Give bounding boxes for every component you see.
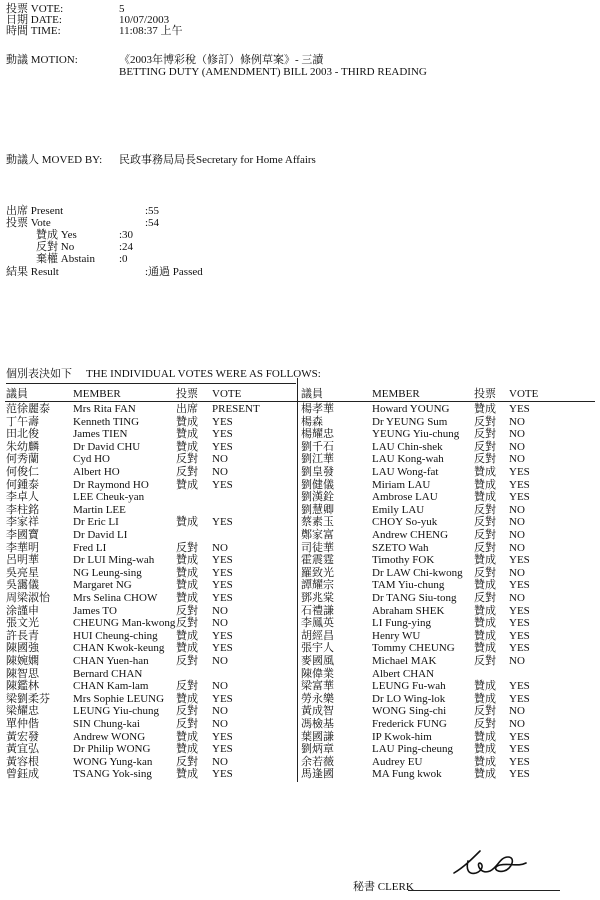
member-name-en: Margaret NG <box>73 579 132 592</box>
vote-result: NO <box>509 655 525 667</box>
vote-cast-zh: 贊成 <box>474 680 496 693</box>
vote-cast-zh: 反對 <box>474 415 496 428</box>
member-name-zh: 鄧兆棠 <box>301 592 334 604</box>
table-row <box>0 681 600 693</box>
member-name-en: TSANG Yok-sing <box>73 768 152 781</box>
member-name-zh: 周梁淑怡 <box>6 592 50 604</box>
member-name-en: Martin LEE <box>73 503 126 516</box>
member-name-zh: 馮檢基 <box>301 718 334 730</box>
member-name-en: Audrey EU <box>372 755 423 768</box>
member-name-zh: 葉國謙 <box>301 730 334 743</box>
vote-cast-zh: 贊成 <box>176 478 198 491</box>
vote-cast-zh: 贊成 <box>176 743 198 756</box>
vote-result: YES <box>509 768 530 781</box>
vote-cast-zh: 贊成 <box>176 768 198 781</box>
vote-result: NO <box>509 566 525 579</box>
motion-title-zh: 《2003年博彩稅（修訂）條例草案》- 三讀 <box>119 54 324 66</box>
member-name-en: Dr LUI Ming-wah <box>73 554 155 567</box>
vote-result: NO <box>509 516 525 529</box>
member-name-en: CHAN Kwok-keung <box>73 642 165 655</box>
vote-cast-zh: 贊成 <box>176 579 198 592</box>
vote-result: NO <box>509 541 525 554</box>
yes-label: 贊成 Yes <box>36 229 77 241</box>
member-name-zh: 何秀蘭 <box>6 453 39 466</box>
member-name-zh: 劉健儀 <box>301 478 334 491</box>
moved-by-label: 動議人 MOVED BY: <box>6 154 103 166</box>
header-member-right: MEMBER <box>372 388 420 400</box>
header-cast-right: 投票 <box>474 388 496 400</box>
vote-number-label: 投票 VOTE: <box>6 3 64 15</box>
vote-cast-zh: 反對 <box>474 428 496 441</box>
vote-cast-zh: 反對 <box>176 705 198 718</box>
vote-cast-zh: 贊成 <box>474 768 496 781</box>
member-name-zh: 余若薇 <box>301 755 334 768</box>
member-name-en: LEUNG Fu-wah <box>372 680 446 693</box>
clerk-signature-line <box>408 890 560 891</box>
vote-result: YES <box>509 403 530 415</box>
vote-cast-zh: 贊成 <box>176 592 198 604</box>
table-row <box>0 442 600 454</box>
table-row <box>0 769 600 781</box>
table-row <box>0 568 600 580</box>
vote-result: YES <box>509 579 530 592</box>
vote-cast-zh: 贊成 <box>176 440 198 453</box>
vote-result: YES <box>212 730 233 743</box>
header-member-left: MEMBER <box>73 388 121 400</box>
vote-result: YES <box>509 604 530 617</box>
member-name-en: CHAN Kam-lam <box>73 680 149 693</box>
member-name-zh: 劉慧卿 <box>301 503 334 516</box>
member-name-zh: 吳亮星 <box>6 566 39 579</box>
member-name-en: Mrs Rita FAN <box>73 403 136 415</box>
vote-cast-zh: 反對 <box>474 516 496 529</box>
member-name-zh: 劉皇發 <box>301 466 334 478</box>
vote-result: YES <box>212 415 233 428</box>
vote-result: NO <box>212 718 228 730</box>
table-row <box>0 593 600 605</box>
member-name-en: MA Fung kwok <box>372 768 442 781</box>
vote-cast-zh: 反對 <box>176 466 198 478</box>
table-row <box>0 517 600 529</box>
member-name-en: YEUNG Yiu-chung <box>372 428 460 441</box>
member-name-en: LEUNG Yiu-chung <box>73 705 160 718</box>
table-header <box>0 389 600 401</box>
member-name-en: Michael MAK <box>372 655 437 667</box>
vote-cast-zh: 贊成 <box>176 554 198 567</box>
vote-result: NO <box>509 453 525 466</box>
vote-result: YES <box>212 642 233 655</box>
member-name-zh: 陳鑑林 <box>6 680 39 693</box>
table-row <box>0 643 600 655</box>
table-row <box>0 543 600 555</box>
vote-result: YES <box>509 743 530 756</box>
member-name-zh: 許長青 <box>6 629 39 642</box>
member-name-zh: 呂明華 <box>6 554 39 567</box>
table-row <box>0 404 600 416</box>
vote-result: NO <box>509 503 525 516</box>
vote-cast-zh: 贊成 <box>474 466 496 478</box>
member-name-zh: 李卓人 <box>6 491 39 504</box>
vote-result: NO <box>212 541 228 554</box>
vote-result: NO <box>509 592 525 604</box>
member-name-en: Dr Eric LI <box>73 516 119 529</box>
member-name-zh: 劉炳章 <box>301 743 334 756</box>
member-name-en: LI Fung-ying <box>372 617 431 630</box>
member-name-en: TAM Yiu-chung <box>372 579 445 592</box>
vote-result: NO <box>509 415 525 428</box>
member-name-en: James TO <box>73 604 117 617</box>
member-name-zh: 何俊仁 <box>6 466 39 478</box>
member-name-en: Dr TANG Siu-tong <box>372 592 457 604</box>
member-name-en: Dr YEUNG Sum <box>372 415 448 428</box>
vote-result: YES <box>212 478 233 491</box>
member-name-zh: 梁富華 <box>301 680 334 693</box>
vote-result: YES <box>509 554 530 567</box>
member-name-zh: 李鳳英 <box>301 617 334 630</box>
member-name-zh: 李家祥 <box>6 516 39 529</box>
header-vote-right: VOTE <box>509 388 539 400</box>
table-row <box>0 580 600 592</box>
vote-cast-zh: 反對 <box>176 604 198 617</box>
vote-cast-zh: 反對 <box>176 655 198 667</box>
member-name-zh: 黃容根 <box>6 755 39 768</box>
vote-cast-zh: 反對 <box>176 541 198 554</box>
member-name-zh: 陳國強 <box>6 642 39 655</box>
member-name-zh: 勞永樂 <box>301 692 334 705</box>
yes-value: :30 <box>119 229 134 241</box>
member-name-en: Kenneth TING <box>73 415 140 428</box>
vote-result: YES <box>212 692 233 705</box>
member-name-zh: 涂謹申 <box>6 604 39 617</box>
vote-cast-zh: 贊成 <box>474 554 496 567</box>
member-name-zh: 丁午壽 <box>6 415 39 428</box>
vote-result: NO <box>212 453 228 466</box>
vote-result: YES <box>212 579 233 592</box>
vote-result: NO <box>212 755 228 768</box>
member-name-en: Fred LI <box>73 541 107 554</box>
vote-result: NO <box>509 440 525 453</box>
table-row <box>0 757 600 769</box>
vote-result: YES <box>212 768 233 781</box>
member-name-zh: 鄭家富 <box>301 529 334 541</box>
vote-result: YES <box>509 755 530 768</box>
vote-cast-zh: 贊成 <box>176 516 198 529</box>
vote-result: YES <box>509 491 530 504</box>
no-label: 反對 No <box>36 241 75 253</box>
member-name-en: Dr David CHU <box>73 440 141 453</box>
vote-count-value: :54 <box>145 217 160 229</box>
table-row <box>0 429 600 441</box>
present-label: 出席 Present <box>6 205 64 217</box>
member-name-en: Dr LO Wing-lok <box>372 692 446 705</box>
vote-cast-zh: 出席 <box>176 403 198 415</box>
vote-result: NO <box>509 529 525 541</box>
table-row <box>0 631 600 643</box>
clerk-signature <box>450 845 530 885</box>
time-value: 11:08:37 上午 <box>119 25 183 37</box>
vote-result: NO <box>509 718 525 730</box>
member-name-en: Mrs Sophie LEUNG <box>73 692 165 705</box>
header-cast-left: 投票 <box>176 388 198 400</box>
member-name-zh: 單仲偕 <box>6 718 39 730</box>
member-name-en: Emily LAU <box>372 503 425 516</box>
member-name-zh: 胡經昌 <box>301 629 334 642</box>
table-intro-en: THE INDIVIDUAL VOTES WERE AS FOLLOWS: <box>86 368 321 380</box>
header-zh-right: 議員 <box>301 388 323 400</box>
member-name-en: Albert CHAN <box>372 667 435 680</box>
member-name-zh: 張宇人 <box>301 642 334 655</box>
member-name-en: Henry WU <box>372 629 421 642</box>
member-name-en: Andrew CHENG <box>372 529 449 541</box>
vote-cast-zh: 贊成 <box>474 730 496 743</box>
member-name-en: Timothy FOK <box>372 554 435 567</box>
member-name-zh: 陳智思 <box>6 667 39 680</box>
member-name-en: Andrew WONG <box>73 730 146 743</box>
member-name-en: LAU Wong-fat <box>372 466 439 478</box>
vote-cast-zh: 贊成 <box>474 692 496 705</box>
vote-cast-zh: 反對 <box>474 453 496 466</box>
member-name-en: LAU Ping-cheung <box>372 743 453 756</box>
vote-result: YES <box>212 516 233 529</box>
result-value: :通過 Passed <box>145 266 203 278</box>
member-name-en: CHEUNG Man-kwong <box>73 617 176 630</box>
vote-cast-zh: 反對 <box>176 617 198 630</box>
vote-cast-zh: 反對 <box>474 503 496 516</box>
vote-result: YES <box>509 466 530 478</box>
vote-result: YES <box>509 642 530 655</box>
vote-result: YES <box>509 617 530 630</box>
abstain-value: :0 <box>119 253 128 265</box>
member-name-zh: 楊耀忠 <box>301 428 334 441</box>
vote-cast-zh: 贊成 <box>474 629 496 642</box>
member-name-zh: 李國寶 <box>6 529 39 541</box>
vote-result: NO <box>212 680 228 693</box>
member-name-zh: 田北俊 <box>6 428 39 441</box>
member-name-en: James TIEN <box>73 428 128 441</box>
member-name-en: Cyd HO <box>73 453 110 466</box>
table-header-rule <box>5 401 595 402</box>
clerk-label: 秘書 CLERK <box>353 881 414 893</box>
vote-result: YES <box>212 554 233 567</box>
member-name-en: CHAN Yuen-han <box>73 655 149 667</box>
vote-cast-zh: 反對 <box>474 440 496 453</box>
member-name-zh: 何鍾泰 <box>6 478 39 491</box>
member-name-zh: 楊森 <box>301 415 323 428</box>
member-name-en: CHOY So-yuk <box>372 516 438 529</box>
member-name-zh: 李華明 <box>6 541 39 554</box>
vote-cast-zh: 贊成 <box>474 604 496 617</box>
table-row <box>0 656 600 668</box>
member-name-zh: 陳婉嫻 <box>6 655 39 667</box>
vote-number-value: 5 <box>119 3 125 15</box>
member-name-zh: 羅致光 <box>301 566 334 579</box>
member-name-zh: 曾鈺成 <box>6 768 39 781</box>
motion-title-en: BETTING DUTY (AMENDMENT) BILL 2003 - THIRD READING <box>119 66 427 78</box>
member-name-zh: 吳靄儀 <box>6 579 39 592</box>
vote-result: YES <box>212 592 233 604</box>
no-value: :24 <box>119 241 134 253</box>
vote-cast-zh: 反對 <box>176 680 198 693</box>
vote-cast-zh: 反對 <box>474 566 496 579</box>
table-row <box>0 669 600 681</box>
vote-cast-zh: 贊成 <box>176 415 198 428</box>
member-name-zh: 麥國風 <box>301 655 334 667</box>
member-name-zh: 司徒華 <box>301 541 334 554</box>
member-name-en: WONG Sing-chi <box>372 705 447 718</box>
vote-cast-zh: 贊成 <box>176 730 198 743</box>
vote-cast-zh: 贊成 <box>474 478 496 491</box>
member-name-zh: 石禮謙 <box>301 604 334 617</box>
vote-result: NO <box>212 604 228 617</box>
vote-result: NO <box>212 617 228 630</box>
member-name-zh: 黃成智 <box>301 705 334 718</box>
vote-cast-zh: 贊成 <box>474 579 496 592</box>
vote-cast-zh: 反對 <box>474 541 496 554</box>
member-name-en: WONG Yung-kan <box>73 755 153 768</box>
vote-cast-zh: 贊成 <box>176 642 198 655</box>
vote-cast-zh: 反對 <box>176 718 198 730</box>
header-zh-left: 議員 <box>6 388 28 400</box>
member-name-en: SZETO Wah <box>372 541 429 554</box>
member-name-en: Bernard CHAN <box>73 667 143 680</box>
vote-result: YES <box>212 428 233 441</box>
member-name-zh: 陳偉業 <box>301 667 334 680</box>
table-row <box>0 505 600 517</box>
member-name-en: Frederick FUNG <box>372 718 447 730</box>
table-row <box>0 694 600 706</box>
member-name-zh: 霍震霆 <box>301 554 334 567</box>
table-row <box>0 480 600 492</box>
vote-cast-zh: 贊成 <box>176 692 198 705</box>
member-name-zh: 劉千石 <box>301 440 334 453</box>
vote-cast-zh: 贊成 <box>474 403 496 415</box>
vote-cast-zh: 反對 <box>474 655 496 667</box>
member-name-en: SIN Chung-kai <box>73 718 140 730</box>
date-value: 10/07/2003 <box>119 14 170 26</box>
member-name-en: Howard YOUNG <box>372 403 450 415</box>
result-label: 結果 Result <box>6 266 59 278</box>
member-name-en: HUI Cheung-ching <box>73 629 158 642</box>
vote-cast-zh: 反對 <box>176 453 198 466</box>
member-name-en: Dr Raymond HO <box>73 478 149 491</box>
vote-result: NO <box>509 428 525 441</box>
member-name-zh: 譚耀宗 <box>301 579 334 592</box>
member-name-en: LAU Chin-shek <box>372 440 443 453</box>
table-row <box>0 732 600 744</box>
vote-cast-zh: 贊成 <box>176 428 198 441</box>
time-label: 時間 TIME: <box>6 25 61 37</box>
vote-result: NO <box>212 705 228 718</box>
member-name-en: Mrs Selina CHOW <box>73 592 158 604</box>
vote-result: NO <box>212 466 228 478</box>
abstain-label: 棄權 Abstain <box>36 253 95 265</box>
table-row <box>0 530 600 542</box>
vote-cast-zh: 反對 <box>474 718 496 730</box>
member-name-zh: 黃宏發 <box>6 730 39 743</box>
member-name-zh: 朱幼麟 <box>6 440 39 453</box>
member-name-en: LEE Cheuk-yan <box>73 491 145 504</box>
member-name-zh: 劉漢銓 <box>301 491 334 504</box>
member-name-zh: 梁劉柔芬 <box>6 692 50 705</box>
table-top-rule-left <box>6 383 296 384</box>
vote-result: YES <box>509 692 530 705</box>
vote-result: YES <box>509 478 530 491</box>
vote-result: YES <box>212 566 233 579</box>
vote-cast-zh: 反對 <box>474 529 496 541</box>
motion-label: 動議 MOTION: <box>6 54 78 66</box>
vote-cast-zh: 贊成 <box>474 491 496 504</box>
vote-cast-zh: 贊成 <box>474 617 496 630</box>
member-name-zh: 楊孝華 <box>301 403 334 415</box>
member-name-zh: 張文光 <box>6 617 39 630</box>
member-name-en: LAU Kong-wah <box>372 453 444 466</box>
vote-cast-zh: 贊成 <box>474 642 496 655</box>
vote-cast-zh: 贊成 <box>176 566 198 579</box>
table-row <box>0 467 600 479</box>
vote-cast-zh: 贊成 <box>474 755 496 768</box>
member-name-zh: 梁耀忠 <box>6 705 39 718</box>
member-name-en: Dr LAW Chi-kwong <box>372 566 463 579</box>
table-row <box>0 417 600 429</box>
member-name-en: NG Leung-sing <box>73 566 142 579</box>
vote-result: YES <box>509 629 530 642</box>
vote-cast-zh: 贊成 <box>176 629 198 642</box>
table-row <box>0 706 600 718</box>
table-row <box>0 719 600 731</box>
vote-count-label: 投票 Vote <box>6 217 51 229</box>
table-row <box>0 454 600 466</box>
member-name-en: Albert HO <box>73 466 120 478</box>
member-name-en: Abraham SHEK <box>372 604 445 617</box>
vote-cast-zh: 贊成 <box>474 743 496 756</box>
member-name-en: Ambrose LAU <box>372 491 438 504</box>
vote-result: YES <box>212 440 233 453</box>
header-vote-left: VOTE <box>212 388 242 400</box>
member-name-en: Dr David LI <box>73 529 128 541</box>
member-name-en: Dr Philip WONG <box>73 743 151 756</box>
table-row <box>0 618 600 630</box>
member-name-zh: 黃宜弘 <box>6 743 39 756</box>
table-row <box>0 555 600 567</box>
member-name-zh: 范徐麗泰 <box>6 403 50 415</box>
vote-result: NO <box>509 705 525 718</box>
table-row <box>0 492 600 504</box>
member-name-zh: 劉江華 <box>301 453 334 466</box>
member-name-zh: 李柱銘 <box>6 503 39 516</box>
moved-by-value: 民政事務局局長Secretary for Home Affairs <box>119 154 316 166</box>
vote-result: NO <box>212 655 228 667</box>
date-label: 日期 DATE: <box>6 14 62 26</box>
vote-cast-zh: 反對 <box>176 755 198 768</box>
vote-result: YES <box>212 743 233 756</box>
vote-result: YES <box>212 629 233 642</box>
table-intro-zh: 個別表決如下 <box>6 368 72 380</box>
vote-result: PRESENT <box>212 403 260 415</box>
vote-result: YES <box>509 730 530 743</box>
member-name-zh: 蔡素玉 <box>301 516 334 529</box>
table-row <box>0 606 600 618</box>
member-name-en: Miriam LAU <box>372 478 431 491</box>
table-row <box>0 744 600 756</box>
member-name-zh: 馬逢國 <box>301 768 334 781</box>
vote-result: YES <box>509 680 530 693</box>
vote-cast-zh: 反對 <box>474 592 496 604</box>
present-value: :55 <box>145 205 160 217</box>
member-name-en: Tommy CHEUNG <box>372 642 455 655</box>
member-name-en: IP Kwok-him <box>372 730 432 743</box>
vote-cast-zh: 反對 <box>474 705 496 718</box>
